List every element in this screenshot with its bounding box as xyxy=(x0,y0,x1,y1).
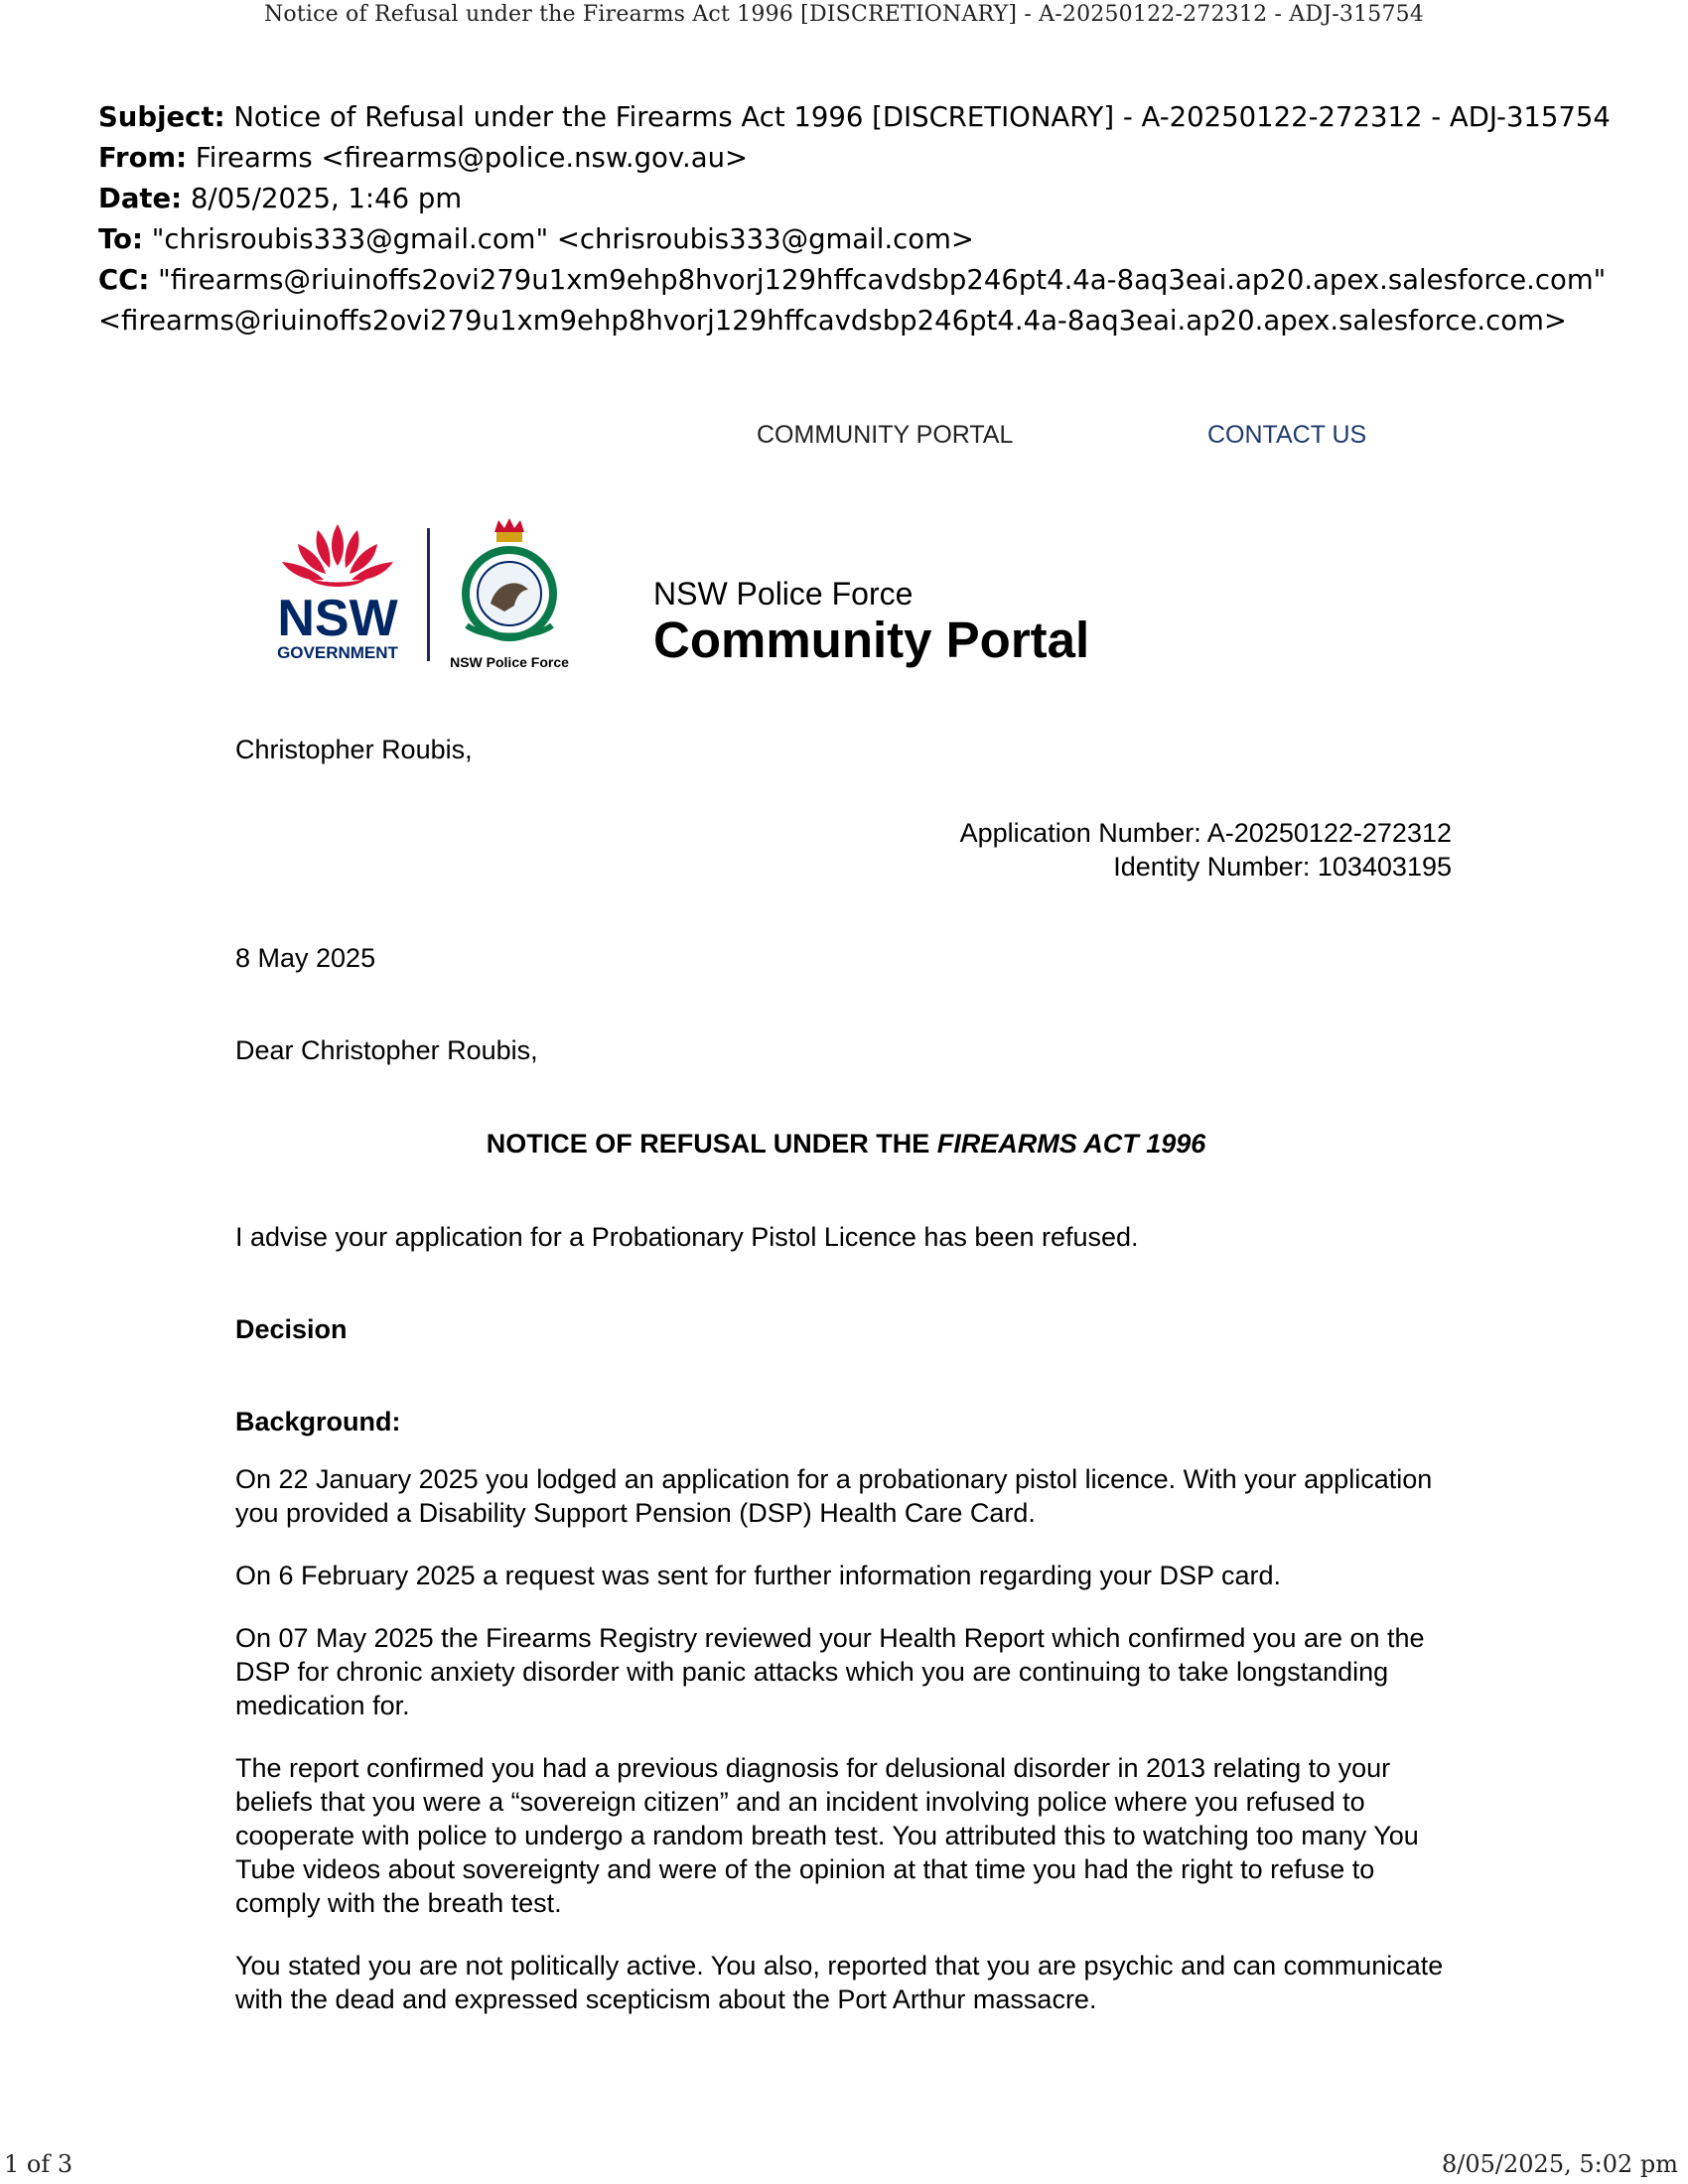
contact-us-link[interactable]: CONTACT US xyxy=(1207,421,1367,449)
email-cc-row xyxy=(98,260,1667,301)
notice-heading-prefix: NOTICE OF REFUSAL UNDER THE xyxy=(486,1129,937,1159)
page-indicator: 1 of 3 xyxy=(4,2150,73,2178)
community-portal-link[interactable]: COMMUNITY PORTAL xyxy=(757,421,1014,449)
to-value: "chrisroubis333@gmail.com" <chrisroubis333@gmail.com> xyxy=(151,223,974,255)
recipient-name: Christopher Roubis, xyxy=(235,735,473,764)
email-cc-row-continued xyxy=(98,301,1667,341)
crown-icon xyxy=(494,518,524,542)
nsw-government-caption: GOVERNMENT xyxy=(277,643,398,662)
nsw-police-crest-icon xyxy=(445,516,574,675)
to-label: To: xyxy=(98,223,143,255)
email-header xyxy=(98,97,1667,341)
application-number-label: Application Number: xyxy=(959,818,1201,848)
portal-subtitle: NSW Police Force xyxy=(653,576,914,612)
reference-numbers xyxy=(235,816,1452,884)
notice-heading-act: FIREARMS ACT 1996 xyxy=(936,1129,1206,1159)
email-to-row xyxy=(98,219,1667,260)
subject-label: Subject: xyxy=(98,101,225,133)
background-paragraph: On 22 January 2025 you lodged an application for a probationary pistol licence. With your application you provided a Disability Support Pension (DSP) Health Care Card. xyxy=(235,1464,1433,1528)
application-number-line xyxy=(235,816,1452,850)
notice-heading xyxy=(235,1127,1457,1160)
portal-title: Community Portal xyxy=(653,612,1090,668)
cc-label: CC: xyxy=(98,264,150,296)
from-label: From: xyxy=(98,142,188,174)
portal-brand xyxy=(268,514,1162,673)
portal-title-block xyxy=(653,576,1089,669)
application-number: A-20250122-272312 xyxy=(1206,818,1452,848)
print-timestamp: 8/05/2025, 5:02 pm xyxy=(1442,2150,1678,2178)
date-label: Date: xyxy=(98,183,183,214)
from-value: Firearms <firearms@police.nsw.gov.au> xyxy=(195,142,749,174)
email-from-row xyxy=(98,138,1667,179)
cc-value-address: <firearms@riuinoffs2ovi279u1xm9ehp8hvorj129hffcavdsbp246pt4.4a-8aq3eai.ap20.apex.salesforce.com> xyxy=(98,305,1567,337)
waratah-icon xyxy=(282,524,393,587)
police-crest-caption: NSW Police Force xyxy=(450,654,569,670)
nsw-government-logo xyxy=(268,518,407,667)
date-value: 8/05/2025, 1:46 pm xyxy=(190,183,463,214)
refusal-statement: I advise your application for a Probationary Pistol Licence has been refused. xyxy=(235,1222,1139,1252)
decision-heading: Decision xyxy=(235,1314,348,1344)
cc-value: "firearms@riuinoffs2ovi279u1xm9ehp8hvorj129hffcavdsbp246pt4.4a-8aq3eai.ap20.apex.salesforce.com" xyxy=(158,264,1607,296)
background-paragraph: On 6 February 2025 a request was sent for further information regarding your DSP card. xyxy=(235,1561,1282,1590)
background-paragraph: The report confirmed you had a previous diagnosis for delusional disorder in 2013 relating to your beliefs that you were a “sovereign citizen” and an incident involving police where you refused to cooperate with police to undergo a random breath test. You attributed this to watching too many You Tube videos about sovereignty and were of the opinion at that time you had the right to refuse to comply with the breath test. xyxy=(235,1753,1419,1918)
letter-date: 8 May 2025 xyxy=(235,943,376,973)
logo-divider xyxy=(427,528,430,661)
identity-number-label: Identity Number: xyxy=(1113,852,1311,882)
print-header: Notice of Refusal under the Firearms Act 1996 [DISCRETIONARY] - A-20250122-272312 - ADJ-315754 xyxy=(263,2,1425,27)
background-paragraph: On 07 May 2025 the Firearms Registry reviewed your Health Report which confirmed you are on the DSP for chronic anxiety disorder with panic attacks which you are continuing to take longstanding medication for. xyxy=(235,1623,1425,1720)
email-date-row xyxy=(98,179,1667,219)
background-heading: Background: xyxy=(235,1407,401,1436)
subject-value: Notice of Refusal under the Firearms Act 1996 [DISCRETIONARY] - A-20250122-272312 - ADJ-315754 xyxy=(233,101,1611,133)
letter-body xyxy=(235,733,1457,2045)
letter-salutation: Dear Christopher Roubis, xyxy=(235,1035,538,1065)
identity-number: 103403195 xyxy=(1317,852,1452,882)
nsw-wordmark: NSW xyxy=(277,590,398,647)
email-subject-row xyxy=(98,97,1667,138)
background-paragraph: You stated you are not politically active. You also, reported that you are psychic and can communicate with the dead and expressed scepticism about the Port Arthur massacre. xyxy=(235,1951,1444,2014)
identity-number-line xyxy=(235,850,1452,884)
